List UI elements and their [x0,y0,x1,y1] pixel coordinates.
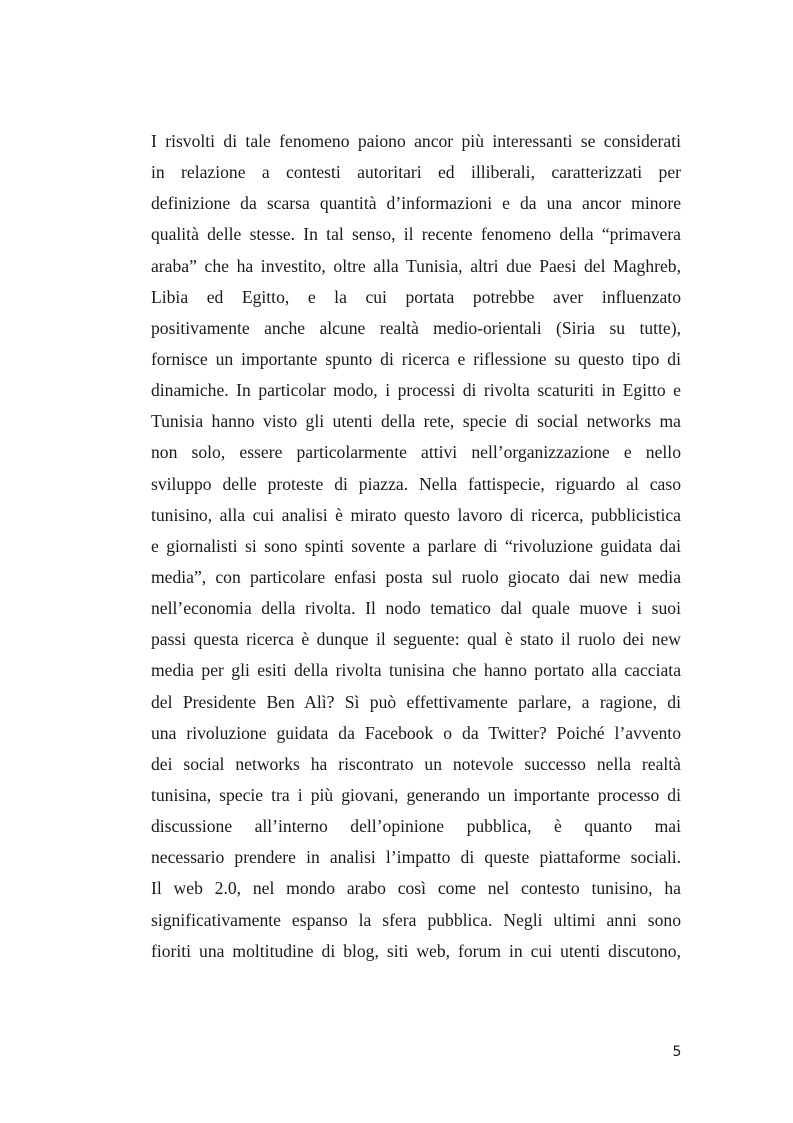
text-line: dei social networks ha riscontrato un notevole successo nella realtà [151,753,681,774]
text-line: sviluppo delle proteste di piazza. Nella fattispecie, riguardo al caso [151,473,681,494]
text-line: definizione da scarsa quantità d’informazioni e da una ancor minore [151,193,681,214]
text-line: in relazione a contesti autoritari ed illiberali, caratterizzati per [151,162,681,183]
text-line: fioriti una moltitudine di blog, siti web, forum in cui utenti discutono, [151,940,681,961]
page-number: 5 [672,1044,682,1060]
text-line: tunisina, specie tra i più giovani, generando un importante processo di [151,784,681,805]
text-line: positivamente anche alcune realtà medio-orientali (Siria su tutte), [151,317,681,338]
text-line: necessario prendere in analisi l’impatto di queste piattaforme sociali. [151,847,681,868]
text-line: nell’economia della rivolta. Il nodo tematico dal quale muove i suoi [151,598,681,619]
text-line: e giornalisti si sono spinti sovente a parlare di “rivoluzione guidata dai [151,535,681,556]
text-line: tunisino, alla cui analisi è mirato questo lavoro di ricerca, pubblicistica [151,504,681,525]
text-line: fornisce un importante spunto di ricerca e riflessione su questo tipo di [151,348,681,369]
text-line: significativamente espanso la sfera pubblica. Negli ultimi anni sono [151,909,681,930]
text-line: media per gli esiti della rivolta tunisina che hanno portato alla cacciata [151,660,681,681]
text-line: I risvolti di tale fenomeno paiono ancor più interessanti se considerati [151,131,681,151]
text-line: araba” che ha investito, oltre alla Tunisia, altri due Paesi del Maghreb, [151,255,681,276]
text-line: dinamiche. In particolar modo, i processi di rivolta scaturiti in Egitto e [151,380,681,401]
text-line: discussione all’interno dell’opinione pubblica, è quanto mai [151,816,681,837]
text-line: Libia ed Egitto, e la cui portata potrebbe aver influenzato [151,286,681,307]
body-paragraph [151,126,681,967]
text-line: Tunisia hanno visto gli utenti della rete, specie di social networks ma [151,411,681,432]
text-line: non solo, essere particolarmente attivi nell’organizzazione e nello [151,442,681,463]
text-line: qualità delle stesse. In tal senso, il recente fenomeno della “primavera [151,224,681,245]
text-line: passi questa ricerca è dunque il seguente: qual è stato il ruolo dei new [151,629,681,650]
text-line: Il web 2.0, nel mondo arabo così come nel contesto tunisino, ha [151,878,681,899]
text-line: media”, con particolare enfasi posta sul ruolo giocato dai new media [151,566,681,587]
text-line: del Presidente Ben Alì? Sì può effettivamente parlare, a ragione, di [151,691,681,712]
text-line: una rivoluzione guidata da Facebook o da Twitter? Poiché l’avvento [151,722,681,743]
